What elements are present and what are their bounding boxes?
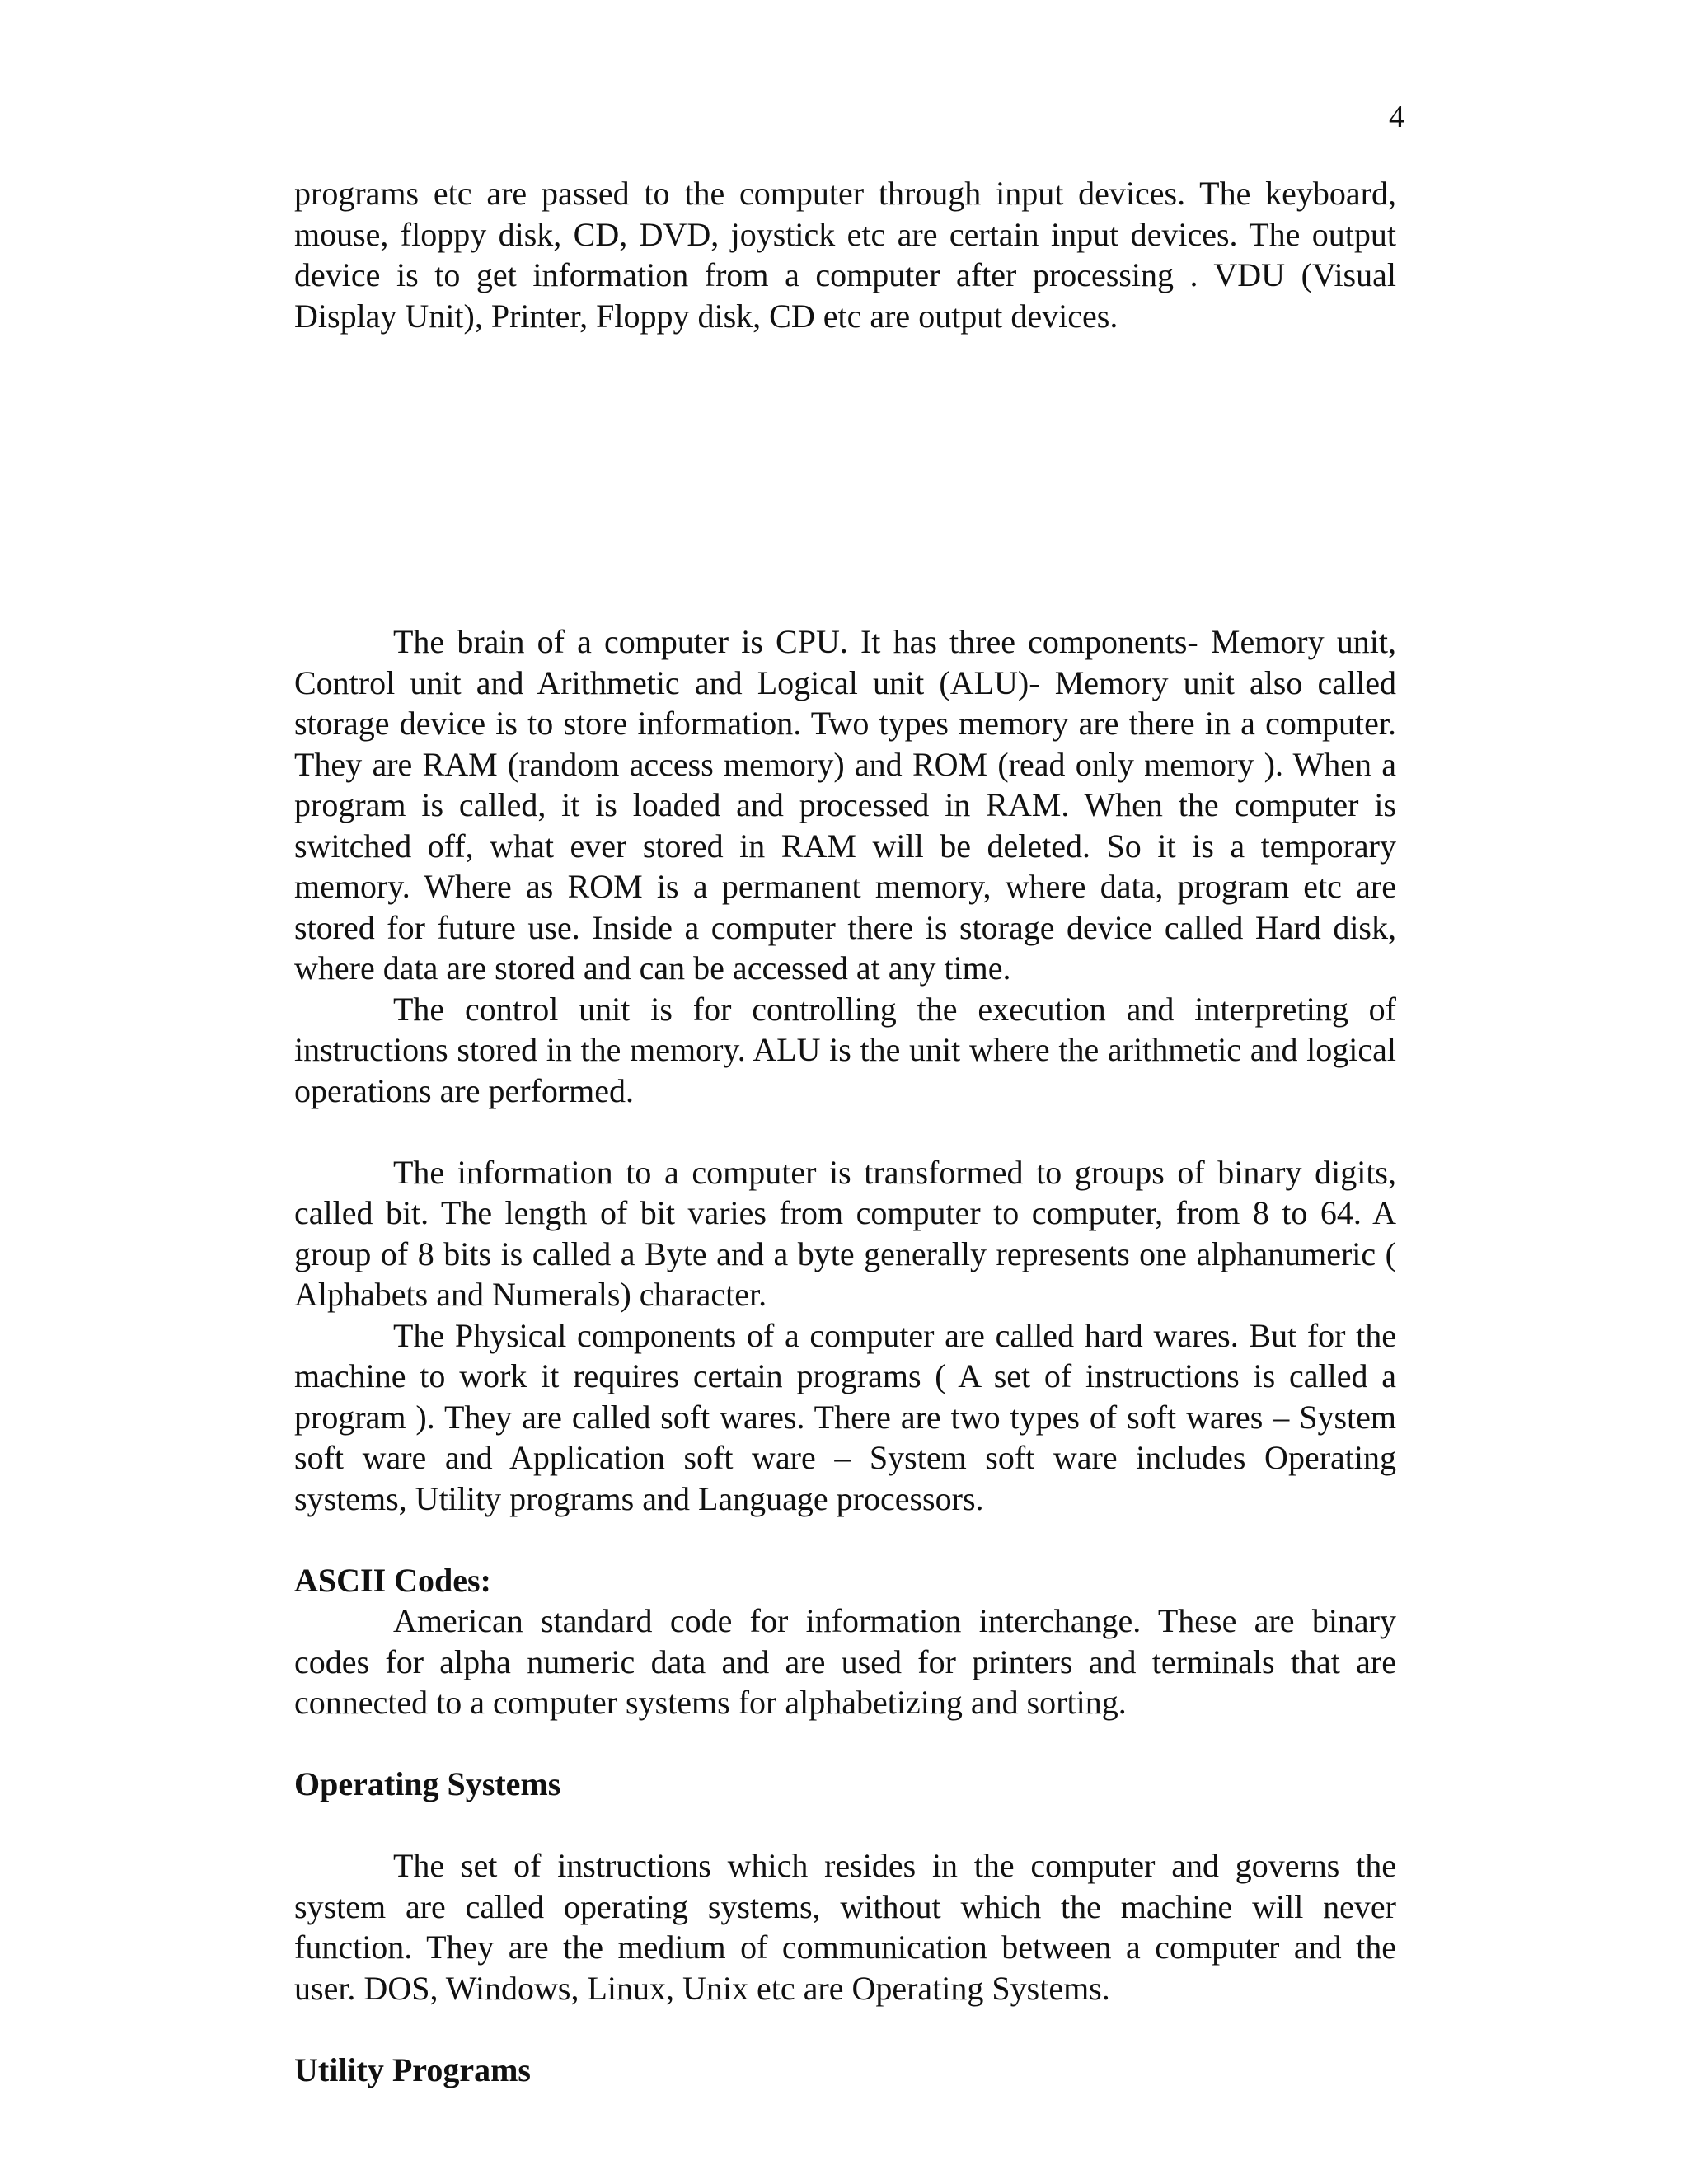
spacer: [294, 336, 1396, 621]
heading-ascii-codes: ASCII Codes:: [294, 1561, 491, 1599]
spacer: [294, 1519, 1396, 1560]
paragraph-operating-systems: The set of instructions which resides in the computer and governs the system are called operating systems, without which the machine will never function. They are the medium of communication between a computer and the user. DOS, Windows, Linux, Unix etc are Operating Systems.: [294, 1847, 1396, 2007]
spacer: [294, 1111, 1396, 1152]
heading-operating-systems: Operating Systems: [294, 1765, 561, 1802]
spacer: [294, 1723, 1396, 1765]
paragraph-ascii-codes: American standard code for information interchange. These are binary codes for alpha numeric data and are used for printers and terminals that are connected to a computer systems for alphabetizing and sorting.: [294, 1602, 1396, 1721]
spacer: [294, 2008, 1396, 2050]
paragraph-control-unit-alu: The control unit is for controlling the execution and interpreting of instructions stored in the memory. ALU is the unit where the arithmetic and logical operations are performed.: [294, 990, 1396, 1109]
page-number: 4: [1389, 100, 1404, 134]
paragraph-binary-bits: The information to a computer is transformed to groups of binary digits, called bit. The length of bit varies from computer to computer, from 8 to 64. A group of 8 bits is called a Byte and a byte generally represents one alphanumeric ( Alphabets and Numerals) character.: [294, 1153, 1396, 1313]
paragraph-hardware-software: The Physical components of a computer are called hard wares. But for the machine to work it requires certain programs ( A set of instructions is called a program ). They are called soft wares. There are two types of soft wares – System soft ware and Application soft ware – System soft ware includes Operating systems, Utility programs and Language processors.: [294, 1316, 1396, 1517]
page-body: [294, 173, 1396, 2090]
paragraph-input-output-devices: programs etc are passed to the computer through input devices. The keyboard, mouse, floppy disk, CD, DVD, joystick etc are certain input devices. The output device is to get information from a computer after processing . VDU (Visual Display Unit), Printer, Floppy disk, CD etc are output devices.: [294, 175, 1396, 335]
heading-utility-programs: Utility Programs: [294, 2050, 531, 2088]
paragraph-cpu-memory: The brain of a computer is CPU. It has three components- Memory unit, Control unit and Arithmetic and Logical unit (ALU)- Memory unit also called storage device is to store information. Two types memory are there in a computer. They are RAM (random access memory) and ROM (read only memory ). When a program is called, it is loaded and processed in RAM. When the computer is switched off, what ever stored in RAM will be deleted. So it is a temporary memory. Where as ROM is a permanent memory, where data, program etc are stored for future use. Inside a computer there is storage device called Hard disk, where data are stored and can be accessed at any time.: [294, 623, 1396, 987]
spacer: [294, 1805, 1396, 1846]
